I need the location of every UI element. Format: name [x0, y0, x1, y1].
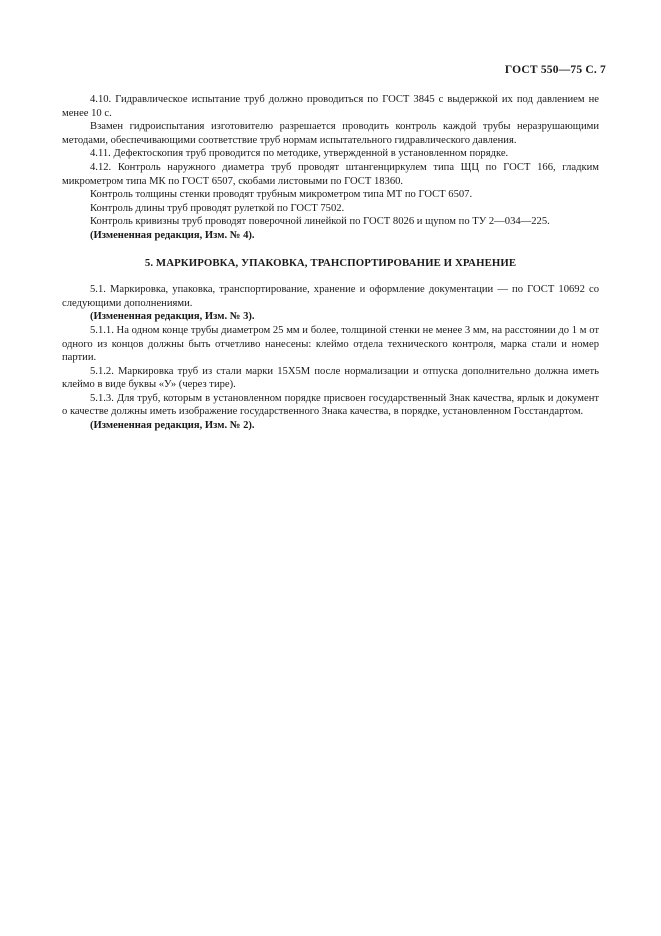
paragraph-4-10-alt: Взамен гидроиспытания изготовителю разрешается проводить контроль каждой трубы неразрушающими методами, обеспечивающими соответствие труб нормам испытательного гидравлического давления.: [62, 121, 599, 146]
section-5-paragraphs: [62, 283, 599, 433]
paragraph-5-1-3: 5.1.3. Для труб, которым в установленном порядке присвоен государственный Знак качества, ярлык и документ о качестве должны иметь изображение государственного Знака качества, в порядке, установленном Госстандартом.: [62, 392, 599, 418]
amendment-note: (Измененная редакция, Изм. № 2).: [90, 420, 255, 432]
paragraph-5-1: 5.1. Маркировка, упаковка, транспортирование, хранение и оформление документации — по ГОСТ 10692 со следующими дополнениями.: [62, 284, 599, 309]
paragraph-5-1-1: 5.1.1. На одном конце трубы диаметром 25 мм и более, толщиной стенки не менее 3 мм, на расстоянии до 1 м от одного из концов должны быть отчетливо нанесены: клеймо отдела технического контроля, марка стали и номер партии.: [62, 324, 599, 364]
paragraph-length: Контроль длины труб проводят рулеткой по ГОСТ 7502.: [90, 202, 345, 214]
page-header: ГОСТ 550—75 С. 7: [504, 64, 606, 76]
amendment-note: (Измененная редакция, Изм. № 4).: [90, 229, 255, 241]
paragraph-4-10: 4.10. Гидравлическое испытание труб должно проводиться по ГОСТ 3845 с выдержкой их под давлением не менее 10 с.: [62, 94, 599, 119]
paragraph-4-11: 4.11. Дефектоскопия труб проводится по методике, утвержденной в установленном порядке.: [90, 148, 509, 160]
section-title: 5. МАРКИРОВКА, УПАКОВКА, ТРАНСПОРТИРОВАНИЕ И ХРАНЕНИЕ: [144, 256, 517, 269]
paragraph-curvature: Контроль кривизны труб проводят поверочной линейкой по ГОСТ 8026 и щупом по ТУ 2—034—225.: [90, 216, 550, 228]
document-body: [62, 93, 599, 433]
paragraph-4-12: 4.12. Контроль наружного диаметра труб проводят штангенциркулем типа ЩЦ по ГОСТ 166, гладким микрометром типа МК по ГОСТ 6507, скобами листовыми по ГОСТ 18360.: [62, 161, 599, 187]
section-4-paragraphs: [62, 93, 599, 243]
paragraph-wall-thickness: Контроль толщины стенки проводят трубным микрометром типа МТ по ГОСТ 6507.: [90, 189, 473, 201]
amendment-note: (Измененная редакция, Изм. № 3).: [90, 311, 255, 323]
paragraph-5-1-2: 5.1.2. Маркировка труб из стали марки 15Х5М после нормализации и отпуска дополнительно должна иметь клеймо в виде буквы «У» (через тире).: [62, 365, 599, 391]
